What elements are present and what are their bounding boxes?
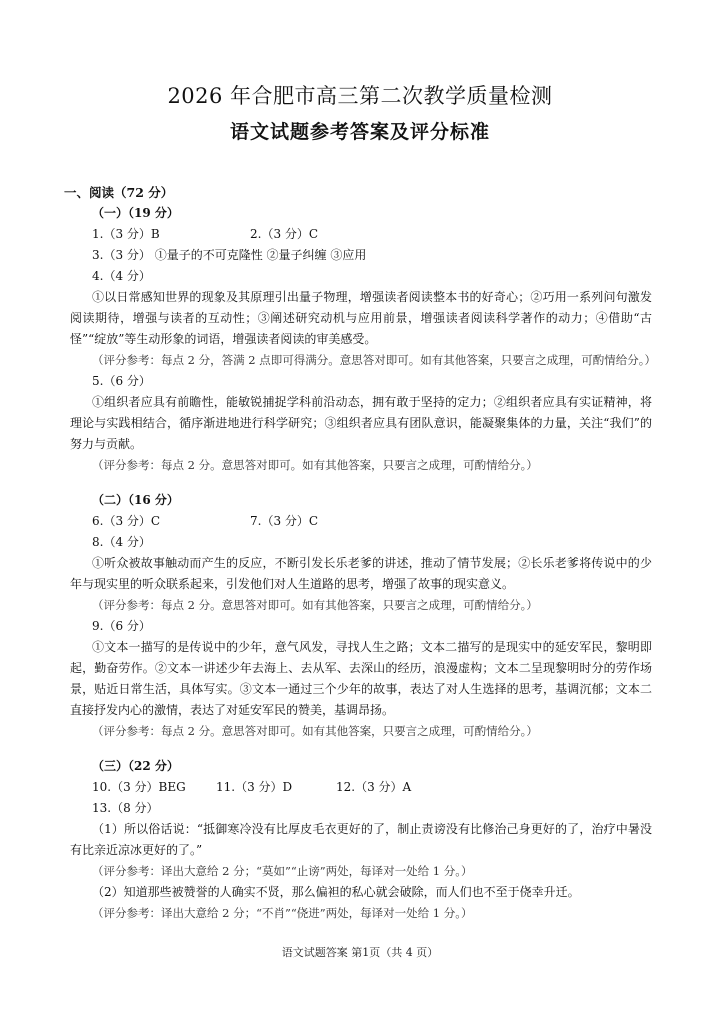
scoring-note-q8: （评分参考：每点 2 分。意思答对即可。如有其他答案，只要言之成理，可酌情给分。） bbox=[92, 598, 538, 612]
scoring-note-q13-1: （评分参考：译出大意给 2 分；“莫如”“止谤”两处，每译对一处给 1 分。） bbox=[92, 864, 473, 878]
answer-row-1-2 bbox=[70, 224, 652, 245]
answer-content bbox=[64, 182, 656, 924]
question-q13: 13.（8 分） bbox=[92, 801, 159, 815]
question-q8: 8.（4 分） bbox=[92, 535, 151, 549]
answer-row-6-7 bbox=[70, 511, 652, 532]
answer-q3: 3.（3 分） ①量子的不可克隆性 ②量子纠缠 ③应用 bbox=[92, 248, 367, 262]
answer-q11: 11.（3 分）D bbox=[216, 780, 293, 794]
question-q4: 4.（4 分） bbox=[92, 269, 151, 283]
answer-q13-2: （2）知道那些被赞誉的人确实不贤，那么偏袒的私心就会破除，而人们也不至于侥幸升迁。 bbox=[92, 885, 580, 899]
answer-q8-text: ①听众被故事触动而产生的反应，不断引发长乐老爹的讲述，推动了情节发展；②长乐老爹将传说中的少年与现实里的听众联系起来，引发他们对人生道路的思考，增强了故事的现实意义。 bbox=[70, 556, 652, 591]
answer-q10: 10.（3 分）BEG bbox=[92, 780, 186, 794]
part-heading-2: （二）（16 分） bbox=[92, 493, 179, 507]
page-footer: 语文试题答案 第1页（共 4 页） bbox=[281, 946, 439, 959]
scoring-note-q13-2: （评分参考：译出大意给 2 分；“不肖”“侥进”两处，每译对一处给 1 分。） bbox=[92, 906, 473, 920]
page-subtitle: 语文试题参考答案及评分标准 bbox=[229, 121, 490, 143]
answer-q9-text: ①文本一描写的是传说中的少年，意气风发，寻找人生之路；文本二描写的是现实中的延安军民，黎明即起，勤奋劳作。②文本一讲述少年去海上、去从军、去深山的经历，浪漫虚构；文本二呈现黎明时分的劳作场景，贴近日常生活，具体写实。③文本一通过三个少年的故事，表达了对人生选择的思考，基调沉郁；文本二直接抒发内心的激情，表达了对延安军民的赞美，基调昂扬。 bbox=[70, 640, 652, 717]
answer-q4-text: ①以日常感知世界的现象及其原理引出量子物理，增强读者阅读整本书的好奇心；②巧用一系列问句激发阅读期待，增强与读者的互动性；③阐述研究动机与应用前景，增强读者阅读科学著作的动力；④借助“古怪”“绽放”等生动形象的词语，增强读者阅读的审美感受。 bbox=[70, 290, 652, 346]
scoring-note-q4: （评分参考：每点 2 分，答满 2 点即可得满分。意思答对即可。如有其他答案，只要言之成理，可酌情给分。） bbox=[92, 353, 656, 367]
answer-q5-text: ①组织者应具有前瞻性，能敏锐捕捉学科前沿动态，拥有敢于坚持的定力；②组织者应具有实证精神，将理论与实践相结合，循序渐进地进行科学研究；③组织者应具有团队意识，能凝聚集体的力量，关注“我们”的努力与贡献。 bbox=[70, 395, 652, 451]
page-title: 2026 年合肥市高三第二次教学质量检测 bbox=[167, 84, 553, 108]
part-heading-3: （三）（22 分） bbox=[92, 759, 179, 773]
section-heading-reading: 一、阅读（72 分） bbox=[64, 185, 174, 200]
question-q9: 9.（6 分） bbox=[92, 619, 151, 633]
answer-q12: 12.（3 分）A bbox=[336, 780, 412, 794]
answer-q2: 2.（3 分）C bbox=[250, 227, 319, 241]
answer-q6: 6.（3 分）C bbox=[92, 514, 161, 528]
scoring-note-q9: （评分参考：每点 2 分。意思答对即可。如有其他答案，只要言之成理，可酌情给分。） bbox=[92, 724, 538, 738]
part-heading-1: （一）（19 分） bbox=[92, 206, 179, 220]
scoring-note-q5: （评分参考：每点 2 分。意思答对即可。如有其他答案，只要言之成理，可酌情给分。） bbox=[92, 458, 538, 472]
answer-q13-1: （1）所以俗话说：“抵御寒冷没有比厚皮毛衣更好的了，制止责谤没有比修治己身更好的了，治疗中暑没有比亲近凉冰更好的了。” bbox=[70, 822, 652, 857]
answer-q1: 1.（3 分）B bbox=[92, 227, 160, 241]
answer-q7: 7.（3 分）C bbox=[250, 514, 319, 528]
answer-row-10-12 bbox=[70, 777, 652, 798]
question-q5: 5.（6 分） bbox=[92, 374, 151, 388]
